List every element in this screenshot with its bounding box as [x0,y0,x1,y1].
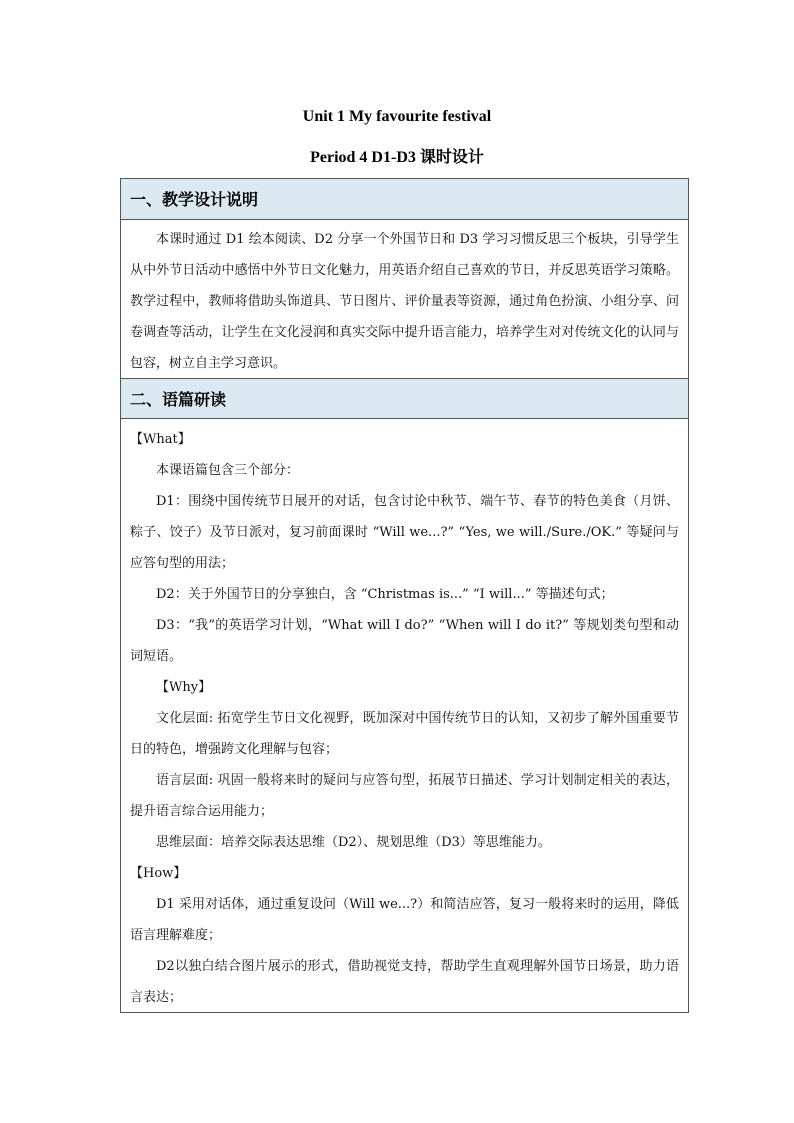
how-label: 【How】 [130,866,187,881]
how-d2: D2以独白结合图片展示的形式，借助视觉支持，帮助学生直观理解外国节日场景，助力语言表达； [130,959,679,1005]
unit-title: Unit 1 My favourite festival [302,108,492,125]
why-language: 语言层面: 巩固一般将来时的疑问与应答句型，拓展节日描述、学习计划制定相关的表达，提升语言综合运用能力； [130,773,679,819]
what-d2: D2：关于外国节日的分享独白，含 “Christmas is...” “I will...” 等描述句式； [156,587,614,602]
why-thinking: 思维层面：培养交际表达思维（D2）、规划思维（D3）等思维能力。 [156,835,551,850]
how-d1: D1 采用对话体，通过重复设问（Will we...?）和简洁应答，复习一般将来时的运用，降低语言理解难度； [130,897,679,943]
what-d1: D1：围绕中国传统节日展开的对话，包含讨论中秋节、端午节、春节的特色美食（月饼、粽子、饺子）及节日派对，复习前面课时 “Will we...?” “Yes, we will./Sure./OK.” 等疑问与应答句型的用法； [130,494,679,571]
lesson-design-table [120,178,689,1013]
design-notes-paragraph: 本课时通过 D1 绘本阅读、D2 分享一个外国节日和 D3 学习习惯反思三个板块，引导学生从中外节日活动中感悟中外节日文化魅力，用英语介绍自己喜欢的节日，并反思英语学习策略。教学过程中，教师将借助头饰道具、节日图片、评价量表等资源，通过角色扮演、小组分享、问卷调查等活动，让学生在文化浸润和真实交际中提升语言能力，培养学生对对传统文化的认同与包容，树立自主学习意识。 [130,232,679,371]
what-label: 【What】 [130,432,191,447]
section-heading-text-study: 二、语篇研读 [121,378,688,419]
period-title: Period 4 D1-D3 课时设计 [310,149,484,166]
what-d3: D3：“我”的英语学习计划，“What will I do?” “When will I do it?” 等规划类句型和动词短语。 [130,618,679,664]
why-culture: 文化层面: 拓宽学生节日文化视野，既加深对中国传统节日的认知，又初步了解外国重要节日的特色，增强跨文化理解与包容； [130,711,679,757]
what-intro: 本课语篇包含三个部分： [156,463,300,478]
text-study-body [121,419,688,1013]
why-label: 【Why】 [156,680,212,695]
section-heading-design-notes: 一、教学设计说明 [121,179,688,220]
design-notes-body [121,220,688,378]
